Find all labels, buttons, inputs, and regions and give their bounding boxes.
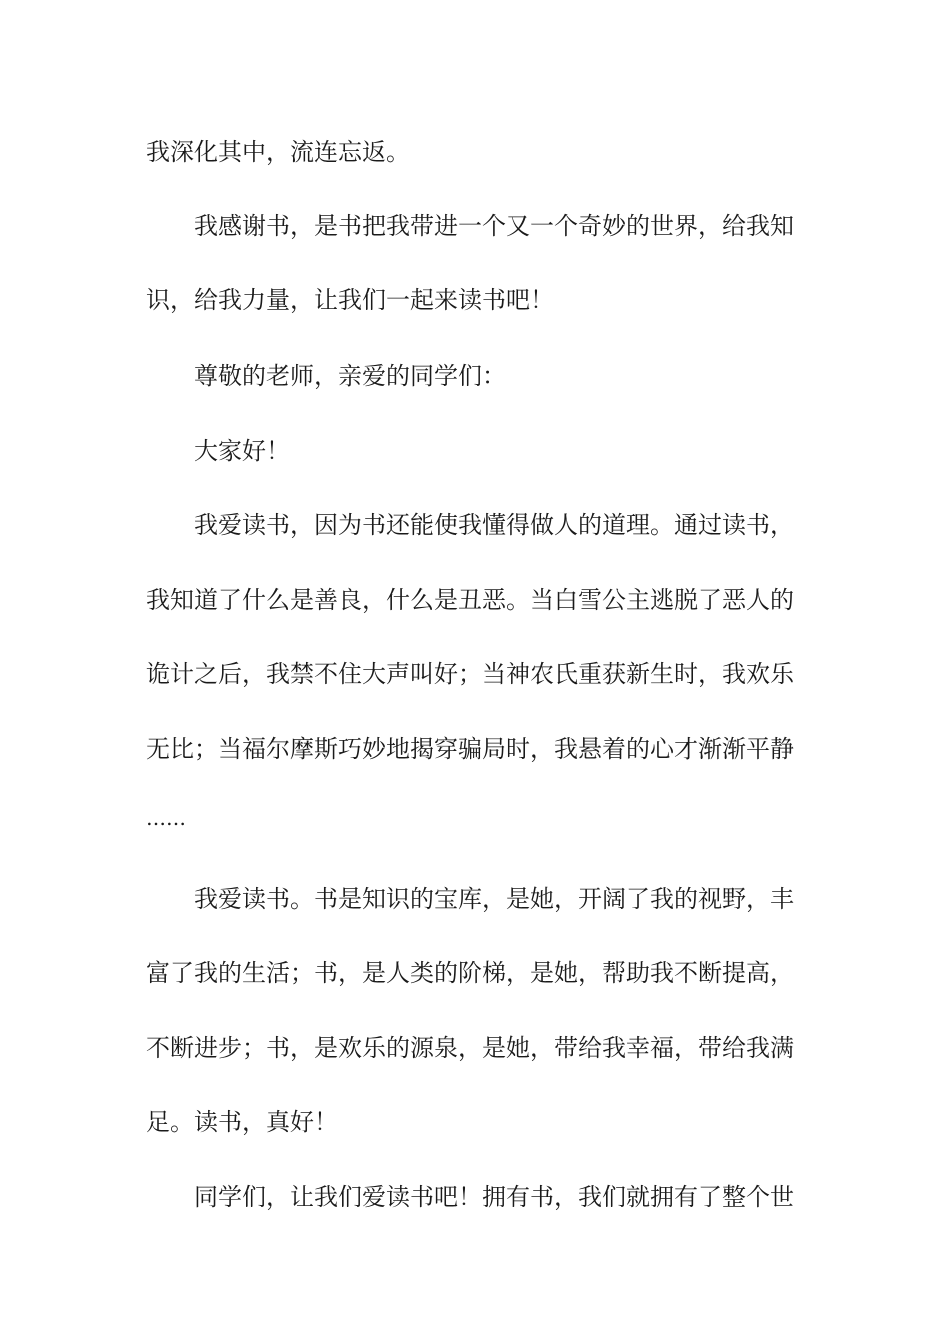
text-line: 不断进步；书，是欢乐的源泉，是她，带给我幸福，带给我满 (146, 1034, 794, 1062)
text-line: 无比；当福尔摩斯巧妙地揭穿骗局时，我悬着的心才渐渐平静 (146, 735, 794, 763)
text-line: 我深化其中，流连忘返。 (146, 138, 410, 166)
text-line: 足。读书，真好！ (146, 1108, 338, 1136)
text-line: 我爱读书。书是知识的宝库，是她，开阔了我的视野，丰 (194, 885, 794, 913)
text-line: 我爱读书，因为书还能使我懂得做人的道理。通过读书， (194, 511, 794, 539)
text-line: 尊敬的老师，亲爱的同学们： (194, 362, 506, 390)
text-line: 我感谢书，是书把我带进一个又一个奇妙的世界，给我知 (194, 212, 794, 240)
text-line: 大家好！ (194, 437, 290, 465)
text-line: 识，给我力量，让我们一起来读书吧！ (146, 286, 554, 314)
text-line: 富了我的生活；书，是人类的阶梯，是她，帮助我不断提高， (146, 959, 794, 987)
text-line: 我知道了什么是善良，什么是丑恶。当白雪公主逃脱了恶人的 (146, 586, 794, 614)
text-line: 诡计之后，我禁不住大声叫好；当神农氏重获新生时，我欢乐 (146, 660, 794, 688)
text-line: 同学们，让我们爱读书吧！拥有书，我们就拥有了整个世 (194, 1183, 794, 1211)
text-line: …… (146, 806, 186, 830)
